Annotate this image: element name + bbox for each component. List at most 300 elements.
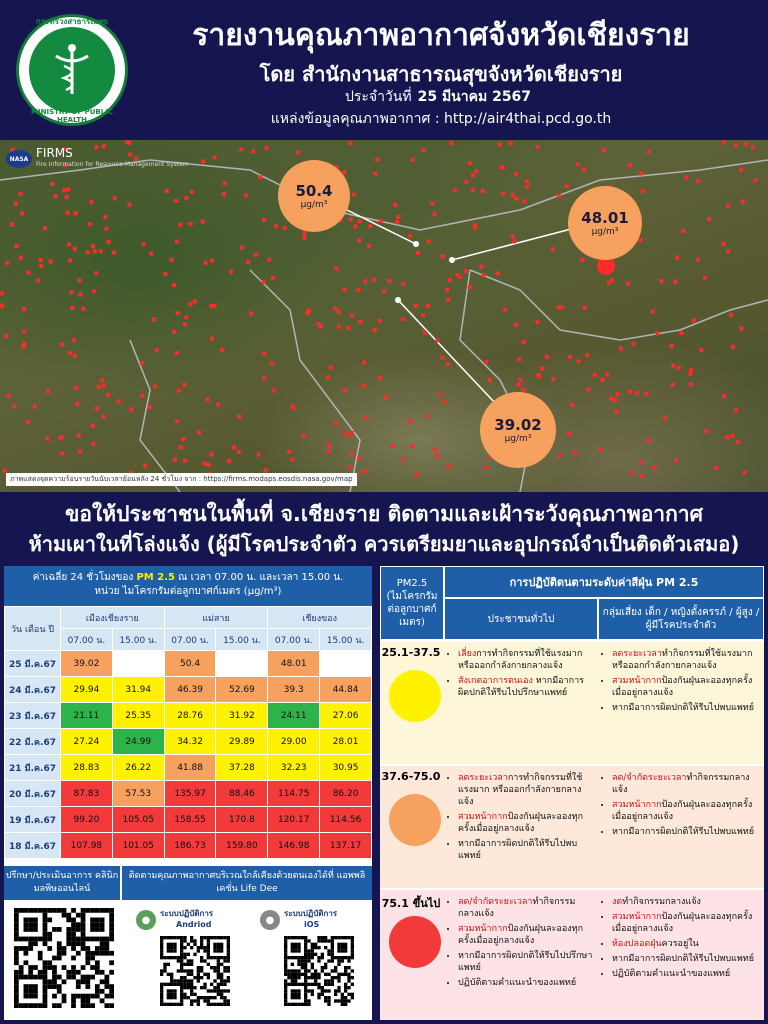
row-date: 24 มี.ค.67 [5,677,61,703]
fire-hotspot [172,283,176,287]
fire-hotspot [605,373,609,377]
pm-bubble-muang [480,392,556,468]
fire-hotspot [616,392,620,396]
fire-hotspot [201,220,205,224]
fire-hotspot [689,372,693,376]
fire-hotspot [272,389,276,393]
advice-item [458,950,594,974]
fire-hotspot [173,458,177,462]
fire-hotspot [671,383,675,387]
fire-hotspot [435,338,439,342]
clinic-qr-code[interactable] [14,908,114,1008]
pm-value-cell: 25.35 [112,703,164,729]
fire-hotspot [474,169,478,173]
advice-item [612,911,760,935]
fire-hotspot [639,461,643,465]
logo-bottom-text: MINISTRY OF PUBLIC HEALTH [31,108,113,124]
ios-store-label [284,908,337,930]
fire-hotspot [70,306,74,310]
advice-item [612,938,760,950]
fire-hotspot [352,193,356,197]
fire-hotspot [363,416,367,420]
caption-post: ณ เวลา 07.00 น. และเวลา 15.00 น. [178,572,344,583]
advice-item [612,968,760,980]
advice-text: การทำกิจกรรมที่ใช้แรงมาก หรือออกกำลังกายกลางแจ้ง [458,773,583,807]
advice-text: ทำกิจกรรมที่ใช้แรงมากหรือออกกำลังกายกลางแจ้ง [612,649,753,671]
fire-hotspot [21,345,25,349]
fire-hotspot [264,468,268,472]
fire-hotspot [593,373,597,377]
fire-hotspot [580,258,584,262]
pm-value-cell: 34.32 [164,729,216,755]
pm-value-cell: 86.20 [320,781,372,807]
table-row [5,677,372,703]
pm-value-cell: 21.11 [61,703,113,729]
row-date: 19 มี.ค.67 [5,807,61,833]
fire-hotspot [350,431,354,435]
fire-hotspot [358,219,362,223]
fire-hotspot [518,357,522,361]
fire-hotspot [49,260,53,264]
fire-hotspot [291,458,295,462]
fire-hotspot [663,417,667,421]
fire-hotspot [376,158,380,162]
fire-hotspot [172,330,176,334]
time-header: 15.00 น. [320,629,372,651]
bubble-value: 48.01 [581,209,629,227]
fire-hotspot [652,465,656,469]
fire-hotspot [501,192,505,196]
fire-hotspot [433,212,437,216]
fire-hotspot [75,402,79,406]
pm25-table [4,606,372,859]
fire-hotspot [734,408,738,412]
fire-hotspot [659,279,663,283]
pm-value-cell: 146.98 [268,833,320,859]
pm25-table-panel [4,566,372,866]
fire-hotspot [184,315,188,319]
risk-advice [598,642,764,723]
pm-value-cell: 87.83 [61,781,113,807]
fire-hotspot [631,342,635,346]
fire-hotspot [15,244,19,248]
fire-hotspot [99,249,103,253]
fire-hotspot [349,452,353,456]
fire-hotspot [102,383,106,387]
fire-hotspot [684,175,688,179]
pm-value-cell: 28.76 [164,703,216,729]
pm-value-cell: 44.84 [320,677,372,703]
fire-hotspot [271,276,275,280]
fire-hotspot [640,474,644,478]
fire-hotspot [408,419,412,423]
fire-hotspot [558,453,562,457]
row-date: 22 มี.ค.67 [5,729,61,755]
risk-advice [598,766,764,847]
fire-hotspot [739,168,743,172]
level-range: 75.1 ขึ้นไป [381,897,441,910]
pm-value-cell: 57.53 [112,781,164,807]
fire-hotspot [153,385,157,389]
fire-hotspot [4,334,8,338]
advice-text: หากมีอาการผิดปกติให้รีบไปพบแพทย์ [612,827,754,837]
fire-hotspot [317,322,321,326]
guidance-panel [380,566,764,1020]
bubble-value: 50.4 [295,182,333,200]
fire-hotspot [183,459,187,463]
fire-hotspot [560,305,564,309]
fire-hotspot [232,445,236,449]
fire-hotspot [254,253,258,257]
fire-hotspot [565,184,569,188]
fire-hotspot [229,270,233,274]
fire-hotspot [357,238,361,242]
pm-value-cell: 101.05 [112,833,164,859]
guidance-title: การปฏิบัติตนตามระดับค่าสีฝุ่น PM 2.5 [444,566,764,598]
fire-hotspot [525,179,529,183]
advice-emphasis: สังเกตอาการตนเอง [458,676,533,686]
firms-title: FIRMS [36,146,73,160]
advice-text: ทำกิจกรรมกลางแจ้ง [622,897,701,907]
fire-hotspot [105,227,109,231]
fire-hotspot [568,355,572,359]
leader-line [398,300,496,404]
fire-hotspot [39,258,43,262]
fire-hotspot [343,288,347,292]
fire-hotspot [714,466,718,470]
row-date: 21 มี.ค.67 [5,755,61,781]
fire-hotspot [54,194,58,198]
station-marker [395,297,401,303]
pm-value-cell: 186.73 [164,833,216,859]
pm-value-cell: 31.92 [216,703,268,729]
fire-hotspot [373,171,377,175]
fire-hotspot [43,226,47,230]
fire-hotspot [113,196,117,200]
caption-pre: ค่าเฉลี่ย 24 ชั่วโมงของ [32,572,134,583]
fire-hotspot [729,313,733,317]
fire-hotspot [626,282,630,286]
fire-hotspot [503,308,507,312]
advice-emphasis: ลด/จำกัดระยะเวลา [612,773,687,783]
fire-hotspot [270,361,274,365]
fire-hotspot [0,304,4,308]
pm-value-cell: 120.17 [268,807,320,833]
pm-value-cell: 27.06 [320,703,372,729]
fire-hotspot [19,192,23,196]
fire-hotspot [677,366,681,370]
pm-value-cell: 88.46 [216,781,268,807]
guidance-level [380,764,764,888]
fire-hotspot [390,444,394,448]
fire-hotspot [645,392,649,396]
date-value: 25 มีนาคม 2567 [417,89,532,105]
fire-hotspot [291,404,295,408]
fire-hotspot [379,219,383,223]
fire-hotspot [433,447,437,451]
fire-hotspot [358,320,362,324]
fire-hotspot [722,394,726,398]
fire-hotspot [731,345,735,349]
pm-value-cell: 158.55 [164,807,216,833]
fire-hotspot [395,220,399,224]
fire-hotspot [148,405,152,409]
fire-hotspot [722,141,726,145]
fire-hotspot [628,163,632,167]
fire-hotspot [481,189,485,193]
fire-hotspot [431,202,435,206]
fire-hotspot [240,246,244,250]
fire-hotspot [68,351,72,355]
pm-value-cell: 99.20 [61,807,113,833]
fire-hotspot [362,360,366,364]
fire-hotspot [128,153,132,157]
caption-unit: หน่วย ไมโครกรัมต่อลูกบาศก์เมตร (µg/m³) [94,586,282,597]
fire-hotspot [680,331,684,335]
fire-hotspot [329,365,333,369]
advice-emphasis: สวมหน้ากาก [612,912,662,922]
bubble-unit: µg/m³ [591,227,619,237]
station-header: เชียงของ [268,607,372,629]
fire-hotspot [334,422,338,426]
fire-hotspot [517,383,521,387]
fire-hotspot [223,182,227,186]
fire-hotspot [488,378,492,382]
map-source-note: ภาพแสดงจุดความร้อนรายวันนับเวลาย้อนหลัง 24 ชั่วโมง จาก : https://firms.modaps.eosdis.nasa.gov/map [6,473,357,486]
fire-hotspot [373,328,377,332]
fire-hotspot [401,317,405,321]
fire-hotspot [448,278,452,282]
fire-hotspot [59,436,63,440]
fire-hotspot [262,377,266,381]
fire-hotspot [175,240,179,244]
report-title: รายงานคุณภาพอากาศจังหวัดเชียงราย [192,18,690,53]
fire-hotspot [573,451,577,455]
fire-hotspot [86,250,90,254]
fire-hotspot [726,204,730,208]
fire-hotspot [89,200,93,204]
advice-item [612,772,760,796]
fire-hotspot [257,453,261,457]
fire-hotspot [468,285,472,289]
fire-hotspot [220,348,224,352]
advice-emphasis: ห้องปลอดฝุ่น [612,939,662,949]
fire-hotspot [427,239,431,243]
advice-item [612,648,760,672]
fire-hotspot [176,311,180,315]
fire-hotspot [482,273,486,277]
row-date: 20 มี.ค.67 [5,781,61,807]
fire-hotspot [222,192,226,196]
fire-hotspot [651,310,655,314]
advice-text: หากมีอาการผิดปกติให้รีบไปพบแพทย์ [612,954,754,964]
fire-hotspot [239,147,243,151]
advice-text: การทำกิจกรรมที่ใช้แรงมากหรือออกกำลังกายกลางแจ้ง [458,649,583,671]
fire-hotspot [473,226,477,230]
general-public-header: ประชาชนทั่วไป [444,598,598,640]
fire-hotspot [357,288,361,292]
advice-emphasis: สวมหน้ากาก [612,800,662,810]
fire-hotspot [602,148,606,152]
advice-item [458,838,594,862]
fire-hotspot [65,195,69,199]
fire-hotspot [744,142,748,146]
fire-hotspot [449,141,453,145]
advice-emphasis: ลดระยะเวลา [612,649,662,659]
fire-hotspot [51,182,55,186]
consult-header: ปรึกษา/ประเมินอาการ คลินิกมลพิษออนไลน์ [4,866,120,900]
fire-hotspot [36,279,40,283]
fire-hotspot [107,240,111,244]
fire-hotspot [423,331,427,335]
pm-value-cell: 52.69 [216,677,268,703]
fire-hotspot [468,161,472,165]
pm-value-cell: 137.17 [320,833,372,859]
fire-hotspot [106,393,110,397]
fire-hotspot [619,346,623,350]
fire-hotspot [93,249,97,253]
advice-text: หากมีอาการผิดปกติให้รีบไปปรึกษาแพทย์ [458,676,584,698]
fire-hotspot [39,264,43,268]
fire-hotspot [730,434,734,438]
fire-hotspot [445,288,449,292]
fire-hotspot [22,329,26,333]
pm-value-cell: 24.11 [268,703,320,729]
fire-hotspot [73,354,77,358]
fire-hotspot [347,326,351,330]
fire-hotspot [26,420,30,424]
pm-value-cell: 46.39 [164,677,216,703]
fire-hotspot [435,454,439,458]
fire-hotspot [614,410,618,414]
time-header: 07.00 น. [164,629,216,651]
fire-hotspot [337,310,341,314]
fire-hotspot [91,442,95,446]
fire-hotspot [471,188,475,192]
fire-hotspot [175,419,179,423]
fire-hotspot [152,317,156,321]
fire-hotspot [751,145,755,149]
pm-value-cell: 32.23 [268,755,320,781]
fire-hotspot [382,289,386,293]
advice-item [458,675,594,699]
logo-top-text: กระทรวงสาธารณสุข [35,17,109,26]
fire-hotspot [100,378,104,382]
fire-hotspot [283,226,287,230]
fire-hotspot [511,234,515,238]
general-advice [444,642,598,708]
fire-hotspot [357,457,361,461]
date-prefix: ประจำวันที่ [344,89,412,105]
advice-text: ป้องกันฝุ่นละอองทุกครั้งเมื่ออยู่กลางแจ้ง [458,924,584,946]
fire-hotspot [348,465,352,469]
fire-hotspot [193,299,197,303]
fire-hotspot [181,437,185,441]
pm-value-cell [320,651,372,677]
fire-hotspot [551,248,555,252]
fire-hotspot [601,378,605,382]
report-subtitle: โดย สำนักงานสาธารณสุขจังหวัดเชียงราย [259,62,623,86]
fire-hotspot [613,398,617,402]
fire-hotspot [182,383,186,387]
fire-hotspot [177,389,181,393]
advisory-banner [0,492,768,566]
risk-group-header: กลุ่มเสี่ยง เด็ก / หญิงตั้งครรภ์ / ผู้สูง / ผู้มีโรคประจำตัว [598,598,764,640]
app-links-panel [4,866,372,1020]
firms-subtitle: Fire Information for Resource Management System [36,161,189,168]
fire-hotspot [696,179,700,183]
leader-line [452,228,575,260]
fire-hotspot [342,430,346,434]
fire-hotspot [421,313,425,317]
fire-hotspot [707,217,711,221]
time-header: 07.00 น. [268,629,320,651]
fire-hotspot [333,307,337,311]
fire-hotspot [81,307,85,311]
fire-hotspot [327,443,331,447]
fire-hotspot [213,156,217,160]
fire-hotspot [378,319,382,323]
fire-hotspot [301,434,305,438]
fire-hotspot [262,218,266,222]
station-header: เมืองเชียงราย [61,607,165,629]
fire-hotspot [401,282,405,286]
android-qr-code[interactable] [160,936,230,1006]
table-row [5,729,372,755]
pm-value-cell: 37.28 [216,755,268,781]
fire-hotspot [384,395,388,399]
advice-text: ป้องกันฝุ่นละอองทุกครั้งเมื่ออยู่กลางแจ้ง [458,812,584,834]
fire-hotspot [443,399,447,403]
fire-hotspot [210,259,214,263]
general-advice [444,890,598,998]
fire-hotspot [585,353,589,357]
advice-emphasis: งด [612,897,623,907]
fire-hotspot [0,291,4,295]
fire-hotspot [46,389,50,393]
fire-hotspot [66,211,70,215]
fire-hotspot [267,258,271,262]
fire-hotspot [209,304,213,308]
fire-hotspot [414,473,418,477]
ios-os-name: iOS [304,920,320,929]
fire-hotspot [628,390,632,394]
fire-hotspot [188,222,192,226]
fire-hotspot [209,453,213,457]
pm-value-cell: 50.4 [164,651,216,677]
fire-hotspot [62,188,66,192]
advice-text: ทำกิจกรรมกลางแจ้ง [458,897,576,919]
advice-item [458,977,594,989]
pm-value-cell: 135.97 [164,781,216,807]
fire-hotspot [422,148,426,152]
fire-hotspot [647,150,651,154]
fire-hotspot [671,364,675,368]
fire-hotspot [103,215,107,219]
station-marker [449,257,455,263]
fire-hotspot [670,344,674,348]
ios-qr-code[interactable] [284,936,354,1006]
fire-hotspot [5,261,9,265]
fire-hotspot [246,260,250,264]
fire-hotspot [6,394,10,398]
pm-value-cell: 26.22 [112,755,164,781]
fire-hotspot [258,175,262,179]
fire-hotspot [446,362,450,366]
fire-hotspot [179,445,183,449]
fire-hotspot [67,243,71,247]
fire-hotspot [497,143,501,147]
